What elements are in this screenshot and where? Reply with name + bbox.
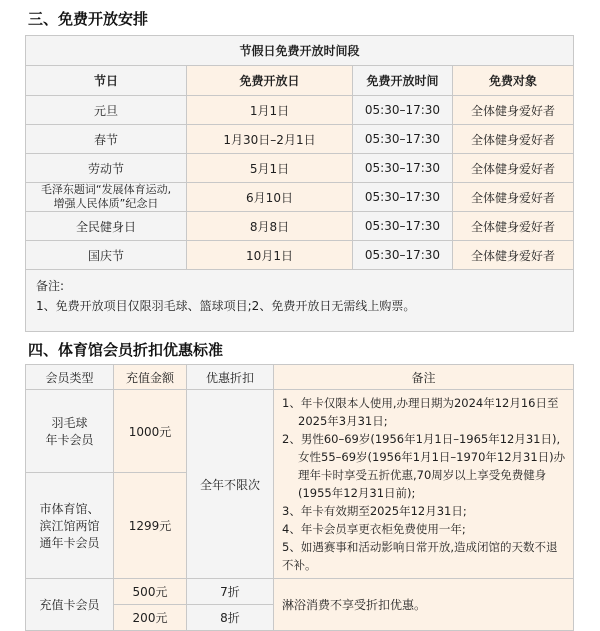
time-cell: 05:30–17:30 (353, 212, 453, 241)
discount-cell: 8折 (187, 605, 274, 631)
amount-cell: 1299元 (114, 473, 187, 579)
member-type-cell (26, 390, 114, 473)
member-type-line: 羽毛球 (51, 416, 88, 431)
holiday-cell: 元旦 (26, 96, 187, 125)
header-date: 免费开放日 (187, 66, 353, 96)
date-cell: 10月1日 (187, 241, 353, 270)
date-cell: 6月10日 (187, 183, 353, 212)
member-type-line: 通年卡会员 (39, 536, 100, 551)
table-row (26, 125, 574, 154)
target-cell: 全体健身爱好者 (453, 154, 574, 183)
holiday-cell: 国庆节 (26, 241, 187, 270)
table-title: 节假日免费开放时间段 (26, 36, 574, 66)
discount-cell: 全年不限次 (187, 390, 274, 579)
remark-line: 理年卡时享受五折优惠,70周岁以上享受免费健身 (298, 468, 547, 482)
time-cell: 05:30–17:30 (353, 96, 453, 125)
time-cell: 05:30–17:30 (353, 154, 453, 183)
section-4-title: 四、体育馆会员折扣优惠标准 (28, 341, 224, 359)
holiday-cell: 劳动节 (26, 154, 187, 183)
discount-cell: 7折 (187, 579, 274, 605)
remark-line: 女性55–69岁(1956年1月1日–1970年12月31日)办 (298, 450, 566, 464)
remark-line: (1955年12月31日前); (298, 486, 416, 500)
table-row (26, 241, 574, 270)
table-row (26, 579, 574, 605)
holiday-line: 增强人民体质”纪念日 (53, 197, 159, 210)
date-cell: 8月8日 (187, 212, 353, 241)
section-3-title: 三、免费开放安排 (28, 10, 149, 28)
note-cell (26, 270, 574, 332)
amount-cell: 500元 (114, 579, 187, 605)
amount-cell: 200元 (114, 605, 187, 631)
remark-line: 2025年3月31日; (298, 414, 388, 428)
table-row (26, 212, 574, 241)
table-row (26, 96, 574, 125)
header-remarks: 备注 (274, 365, 574, 390)
target-cell: 全体健身爱好者 (453, 125, 574, 154)
remark-line: 3、年卡有效期至2025年12月31日; (282, 504, 467, 518)
date-cell: 5月1日 (187, 154, 353, 183)
date-cell: 1月1日 (187, 96, 353, 125)
holiday-cell: 全民健身日 (26, 212, 187, 241)
amount-cell: 1000元 (114, 390, 187, 473)
remarks-cell: 淋浴消费不享受折扣优惠。 (274, 579, 574, 631)
target-cell: 全体健身爱好者 (453, 96, 574, 125)
target-cell: 全体健身爱好者 (453, 212, 574, 241)
table-row (26, 183, 574, 212)
member-type-cell: 充值卡会员 (26, 579, 114, 631)
header-target: 免费对象 (453, 66, 574, 96)
free-opening-table (25, 35, 574, 332)
target-cell: 全体健身爱好者 (453, 183, 574, 212)
header-amount: 充值金额 (114, 365, 187, 390)
member-type-cell (26, 473, 114, 579)
table-row (26, 390, 574, 473)
date-cell: 1月30日–2月1日 (187, 125, 353, 154)
membership-discount-table (25, 364, 574, 631)
holiday-line: 毛泽东题词“发展体育运动, (40, 183, 172, 196)
time-cell: 05:30–17:30 (353, 183, 453, 212)
member-type-line: 年卡会员 (45, 433, 94, 448)
target-cell: 全体健身爱好者 (453, 241, 574, 270)
remark-line: 1、年卡仅限本人使用,办理日期为2024年12月16日至 (282, 396, 559, 410)
holiday-cell: 春节 (26, 125, 187, 154)
header-member-type: 会员类型 (26, 365, 114, 390)
header-time: 免费开放时间 (353, 66, 453, 96)
remark-line: 2、男性60–69岁(1956年1月1日–1965年12月31日), (282, 432, 561, 446)
time-cell: 05:30–17:30 (353, 241, 453, 270)
remarks-cell (274, 390, 574, 579)
header-holiday: 节日 (26, 66, 187, 96)
note-text: 1、免费开放项目仅限羽毛球、篮球项目;2、免费开放日无需线上购票。 (36, 299, 416, 313)
member-type-line: 滨江馆两馆 (39, 519, 100, 534)
remark-line: 4、年卡会员享更衣柜免费使用一年; (282, 522, 466, 536)
table-row (26, 154, 574, 183)
holiday-cell (26, 183, 187, 212)
remark-line: 5、如遇赛事和活动影响日常开放,造成闭馆的天数不退不补。 (282, 540, 558, 572)
note-label: 备注: (36, 279, 65, 293)
header-discount: 优惠折扣 (187, 365, 274, 390)
member-type-line: 市体育馆、 (39, 502, 100, 517)
time-cell: 05:30–17:30 (353, 125, 453, 154)
